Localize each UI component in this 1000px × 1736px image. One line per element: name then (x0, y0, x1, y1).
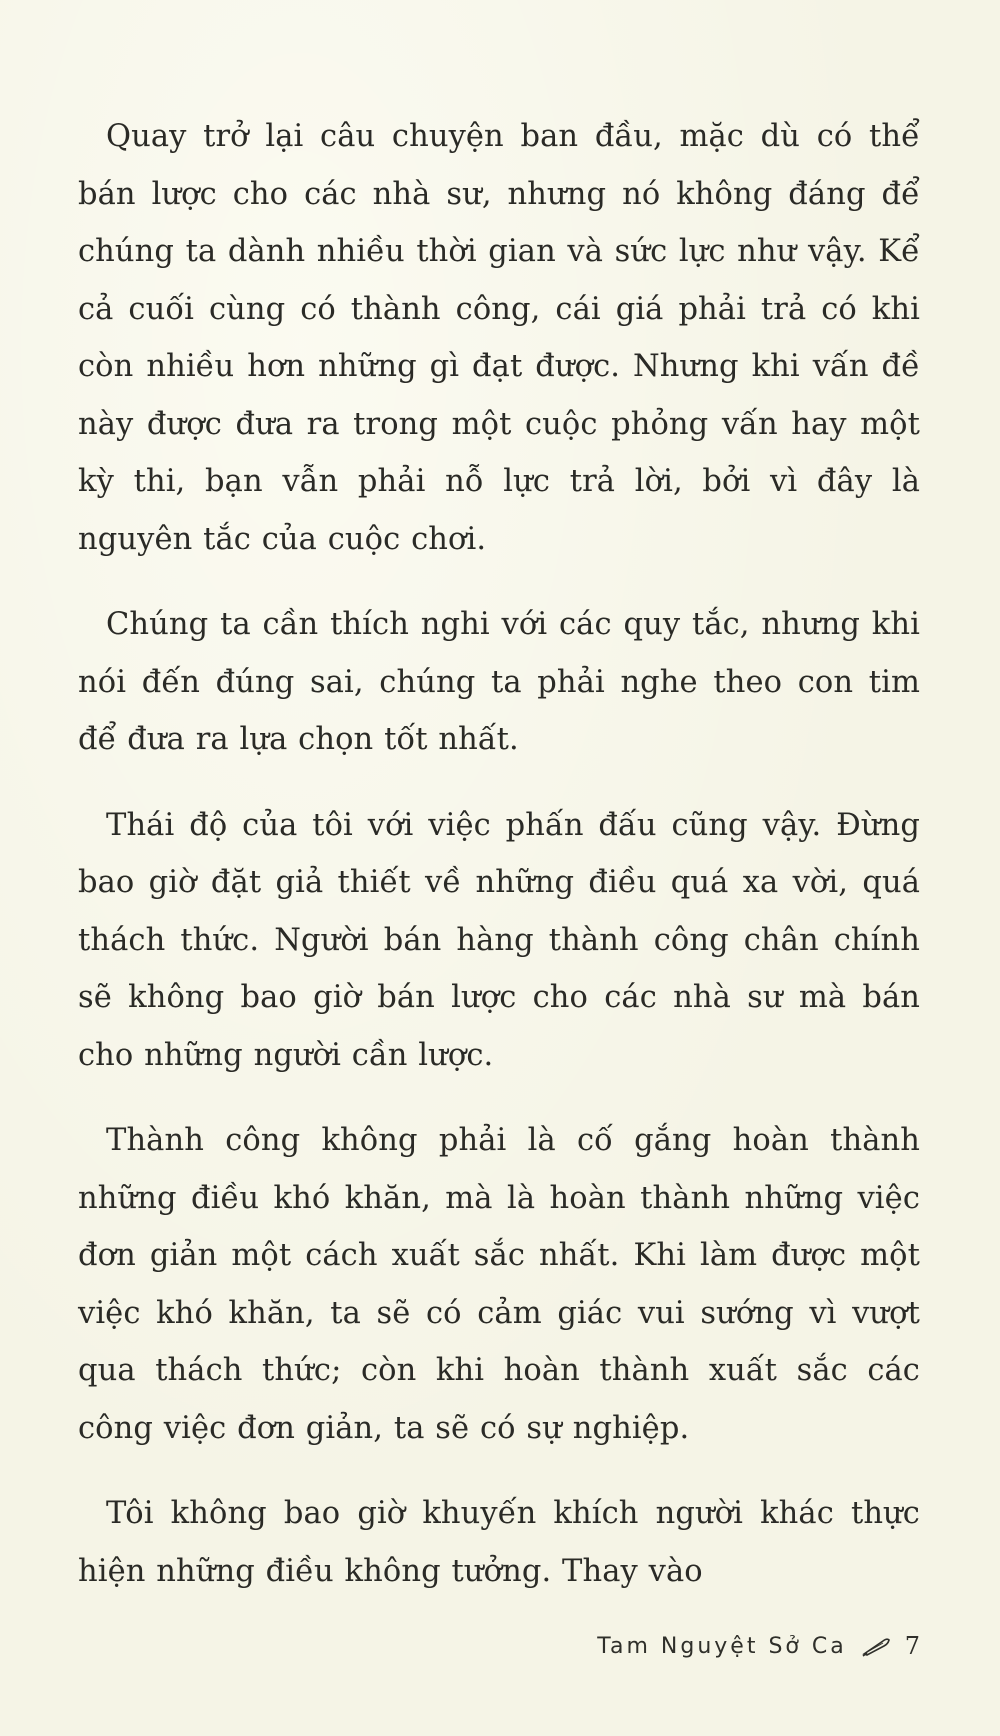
body-text (78, 108, 920, 1628)
page-footer (597, 1632, 920, 1660)
quill-pen-icon (861, 1635, 891, 1657)
paragraph-4: Thành công không phải là cố gắng hoàn thành những điều khó khăn, mà là hoàn thành những việc đơn giản một cách xuất sắc nhất. Khi làm được một việc khó khăn, ta sẽ có cảm giác vui sướng vì vượt qua thách thức; còn khi hoàn thành xuất sắc các công việc đơn giản, ta sẽ có sự nghiệp. (78, 1123, 920, 1446)
paragraph-1: Quay trở lại câu chuyện ban đầu, mặc dù có thể bán lược cho các nhà sư, nhưng nó không đáng để chúng ta dành nhiều thời gian và sức lực như vậy. Kể cả cuối cùng có thành công, cái giá phải trả có khi còn nhiều hơn những gì đạt được. Nhưng khi vấn đề này được đưa ra trong một cuộc phỏng vấn hay một kỳ thi, bạn vẫn phải nỗ lực trả lời, bởi vì đây là nguyên tắc của cuộc chơi. (78, 119, 920, 557)
page-number: 7 (904, 1632, 920, 1660)
running-footer-author: Tam Nguyệt Sở Ca (597, 1633, 847, 1659)
paragraph-3: Thái độ của tôi với việc phấn đấu cũng vậy. Đừng bao giờ đặt giả thiết về những điều quá xa vời, quá thách thức. Người bán hàng thành công chân chính sẽ không bao giờ bán lược cho các nhà sư mà bán cho những người cần lược. (78, 807, 920, 1073)
paragraph-5: Tôi không bao giờ khuyến khích người khác thực hiện những điều không tưởng. Thay vào (78, 1496, 920, 1589)
paragraph-2: Chúng ta cần thích nghi với các quy tắc, nhưng khi nói đến đúng sai, chúng ta phải nghe theo con tim để đưa ra lựa chọn tốt nhất. (78, 607, 920, 757)
